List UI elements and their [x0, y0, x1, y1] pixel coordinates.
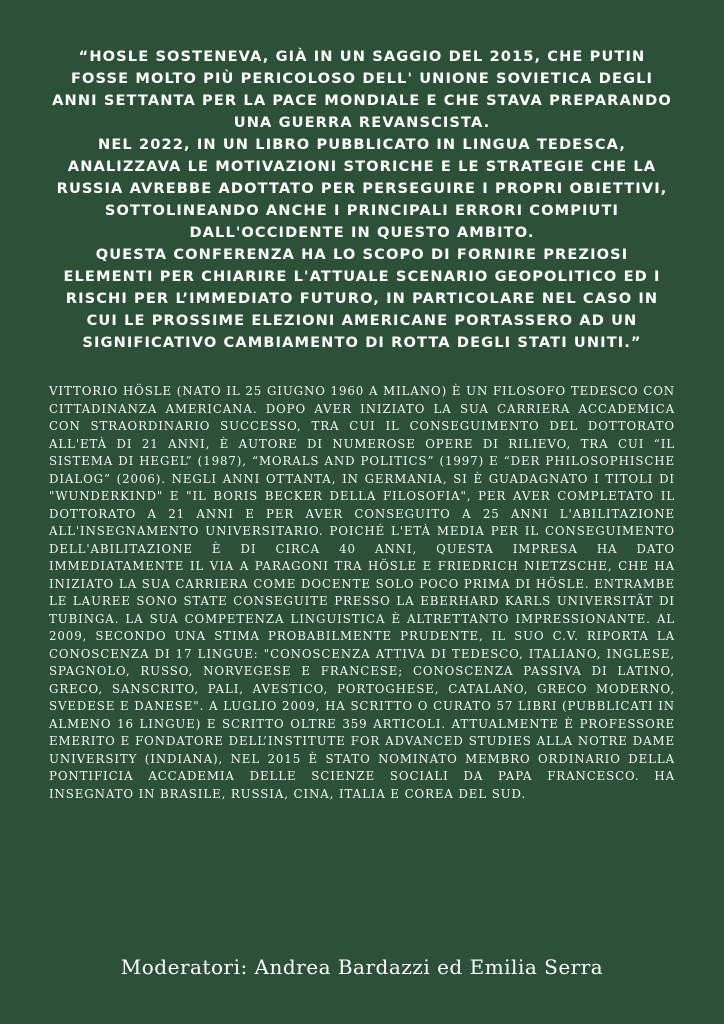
biography-text: VITTORIO HÖSLE (NATO IL 25 GIUGNO 1960 A MILANO) È UN FILOSOFO TEDESCO CON CITTADINANZA AMERICANA. DOPO AVER INIZIATO LA SUA CARRIERA ACCADEMICA CON STRAORDINARIO SUCCESSO, TRA CUI IL CONSEGUIMENTO DEL DOTTORATO ALL'ETÀ DI 21 ANNI, È AUTORE DI NUMEROSE OPERE DI RILIEVO, TRA CUI “IL SISTEMA DI HEGEL” (1987), “MORALS AND POLITICS” (1997) E “DER PHILOSOPHISCHE DIALOG” (2006). NEGLI ANNI OTTANTA, IN GERMANIA, SI È GUADAGNATO I TITOLI DI "WUNDERKIND" E "IL BORIS BECKER DELLA FILOSOFIA", PER AVER COMPLETATO IL DOTTORATO A 21 ANNI E PER AVER CONSEGUITO A 25 ANNI L'ABILITAZIONE ALL'INSEGNAMENTO UNIVERSITARIO. POICHÉ L'ETÀ MEDIA PER IL CONSEGUIMENTO DELL'ABILITAZIONE È DI CIRCA 40 ANNI, QUESTA IMPRESA HA DATO IMMEDIATAMENTE IL VIA A PARAGONI TRA HÖSLE E FRIEDRICH NIETZSCHE, CHE HA INIZIATO LA SUA CARRIERA COME DOCENTE SOLO POCO PRIMA DI HÖSLE. ENTRAMBE LE LAUREE SONO STATE CONSEGUITE PRESSO LA EBERHARD KARLS UNIVERSITÄT DI TUBINGA. LA SUA COMPETENZA LINGUISTICA È ALTRETTANTO IMPRESSIONANTE. AL 2009, SECONDO UNA STIMA PROBABILMENTE PRUDENTE, IL SUO C.V. RIPORTA LA CONOSCENZA DI 17 LINGUE: "CONOSCENZA ATTIVA DI TEDESCO, ITALIANO, INGLESE, SPAGNOLO, RUSSO, NORVEGESE E FRANCESE; CONOSCENZA PASSIVA DI LATINO, GRECO, SANSCRITO, PALI, AVESTICO, PORTOGHESE, CATALANO, GRECO MODERNO, SVEDESE E DANESE". A LUGLIO 2009, HA SCRITTO O CURATO 57 LIBRI (PUBBLICATI IN ALMENO 16 LINGUE) E SCRITTO OLTRE 359 ARTICOLI. ATTUALMENTE È PROFESSORE EMERITO E FONDATORE DELL’INSTITUTE FOR ADVANCED STUDIES ALLA NOTRE DAME UNIVERSITY (INDIANA), NEL 2015 È STATO NOMINATO MEMBRO ORDINARIO DELLA PONTIFICIA ACCADEMIA DELLE SCIENZE SOCIALI DA PAPA FRANCESCO. HA INSEGNATO IN BRASILE, RUSSIA, CINA, ITALIA E COREA DEL SUD.	[49, 384, 675, 801]
moderators-line: Moderatori: Andrea Bardazzi ed Emilia Serra	[120, 955, 604, 979]
quote-paragraph: QUESTA CONFERENZA HA LO SCOPO DI FORNIRE PREZIOSI ELEMENTI PER CHIARIRE L'ATTUALE SCENARIO GEOPOLITICO ED I RISCHI PER L’IMMEDIATO FUTURO, IN PARTICOLARE NEL CASO IN CUI LE PROSSIME ELEZIONI AMERICANE PORTASSERO AD UN SIGNIFICATIVO CAMBIAMENTO DI ROTTA DEGLI STATI UNITI.”	[63, 246, 661, 351]
quote-block	[48, 46, 676, 354]
quote-paragraph: NEL 2022, IN UN LIBRO PUBBLICATO IN LINGUA TEDESCA, ANALIZZAVA LE MOTIVAZIONI STORICHE E LE STRATEGIE CHE LA RUSSIA AVREBBE ADOTTATO PER PERSEGUIRE I PROPRI OBIETTIVI, SOTTOLINEANDO ANCHE I PRINCIPALI ERRORI COMPIUTI DALL'OCCIDENTE IN QUESTO AMBITO.	[56, 136, 668, 241]
quote-paragraph: “HOSLE SOSTENEVA, GIÀ IN UN SAGGIO DEL 2015, CHE PUTIN FOSSE MOLTO PIÙ PERICOLOSO DELL' UNIONE SOVIETICA DEGLI ANNI SETTANTA PER LA PACE MONDIALE E CHE STAVA PREPARANDO UNA GUERRA REVANSCISTA.	[52, 48, 672, 131]
